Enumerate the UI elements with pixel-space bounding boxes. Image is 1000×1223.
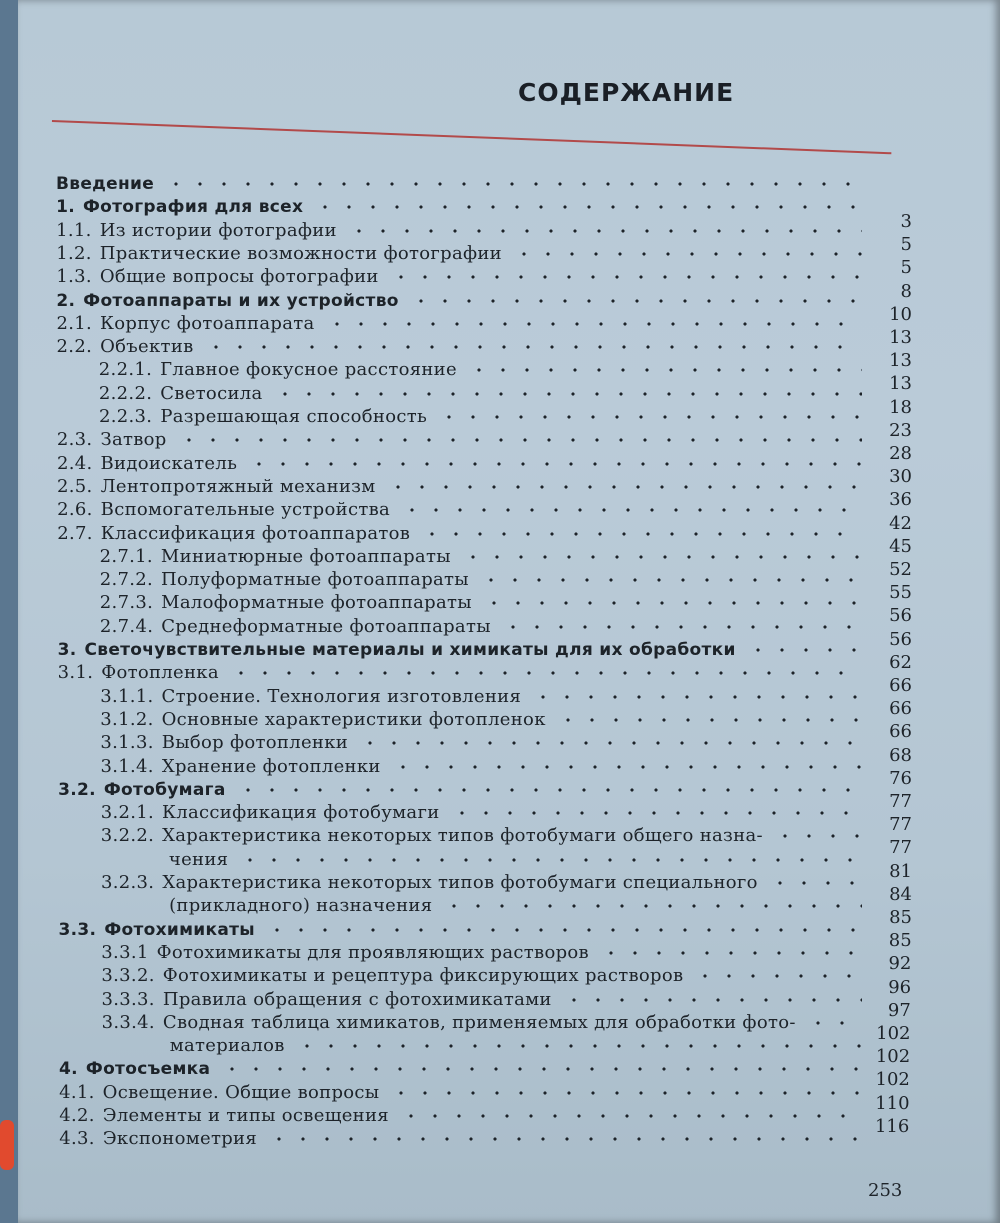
dot-leader [391,765,862,769]
dot-leader [420,532,862,536]
toc-page-number: 55 [889,582,912,604]
toc-entry [56,312,314,336]
toc-entry-number: 2.2. [56,336,93,358]
toc-page-number: 85 [889,907,912,928]
dot-leader [358,741,862,745]
toc-entry-title: Из истории фотографии [99,219,337,241]
toc-page-number: 77 [889,814,912,836]
toc-entry-number: 1. [56,197,75,218]
toc-page-number: 8 [900,280,912,302]
toc-page-number: 13 [889,327,912,348]
dot-leader [204,345,862,349]
dot-leader [746,648,862,652]
dot-leader [389,1091,862,1095]
toc-entry-title: Выбор фотопленки [161,732,349,754]
dot-leader [531,695,862,699]
toc-entry-title: Хранение фотопленки [161,755,381,777]
toc-entry [99,382,263,406]
dot-leader [164,182,862,186]
toc-entry-number: 2.7. [57,522,93,544]
toc-entry-title: Малоформатные фотоаппараты [161,592,472,614]
toc-entry [100,731,348,755]
page-title: СОДЕРЖАНИЕ [518,78,735,107]
toc-entry-number: 3.2.1. [100,802,155,824]
page-number: 253 [868,1180,903,1201]
dot-leader [806,1021,862,1025]
toc-page-number: 5 [900,257,912,279]
toc-entry [57,428,167,452]
toc-entry-title: Классификация фотобумаги [162,802,440,824]
toc-page-number: 18 [889,396,912,418]
dot-leader [479,578,862,582]
toc-entry [59,1057,210,1081]
toc-page-number: 76 [889,767,912,789]
toc-entry [101,824,763,848]
toc-entry-number: 3.3.3. [101,988,155,1010]
dot-leader [693,974,862,978]
dot-leader [461,555,862,559]
dot-leader [229,671,862,675]
toc-entry-number: 2.3. [56,429,93,451]
toc-entry-number: 2.7.1. [99,545,153,567]
toc-entry-number: 2.2.3. [99,406,153,427]
toc-entry [57,475,376,499]
toc-entry-title: Миниатюрные фотоаппараты [160,545,451,567]
toc-page-number: 52 [889,559,912,580]
toc-entry [58,661,219,685]
toc-entry-title: Полуформатные фотоаппараты [161,569,469,591]
toc-entry-title: Фотохимикаты [104,919,255,940]
dot-leader [325,322,862,326]
dot-leader [599,951,862,955]
dot-leader [238,858,862,862]
toc-entry-title: Элементы и типы освещения [102,1105,389,1126]
toc-entry-title: Основные характеристики фотопленок [161,708,546,730]
toc-entry [56,195,303,219]
toc-entry-title: Практические возможности фотографии [99,242,502,264]
toc-entry [99,405,427,429]
toc-entry-number: 2.1. [56,312,93,334]
toc-entry-number: 2.6. [57,499,93,521]
toc-entry-number: 3.2.2. [100,825,155,847]
toc-page-number: 81 [889,860,912,882]
toc-entry [100,568,469,592]
toc-entry [102,1011,796,1035]
toc-entry-title: Лентопротяжный механизм [100,475,376,497]
toc-entry-title: Объектив [100,336,194,358]
toc-entry-title: Общие вопросы фотографии [99,266,379,288]
toc-entry-number: 3. [57,640,77,660]
toc-page-number: 13 [889,373,912,395]
dot-leader [267,1137,862,1141]
toc-page-number: 56 [889,605,912,627]
toc-entry [101,964,683,988]
toc-entry [56,242,502,266]
toc-entry [56,219,337,243]
toc-page-number: 97 [887,999,911,1021]
toc-entry [100,591,472,615]
toc-page-number: 77 [889,837,912,859]
toc-entry [100,545,451,569]
dot-leader [247,462,862,466]
toc-entry-number: 4.2. [59,1105,95,1126]
toc-entry-title: Затвор [100,429,167,451]
dot-leader [313,205,862,209]
toc-entry-title: Фотопленка [101,662,219,684]
toc-entry-number: 2.2.1. [98,359,153,381]
dot-leader [400,508,862,512]
toc-page-number: 66 [889,675,912,696]
dot-leader [177,438,862,442]
dot-leader [442,904,862,908]
toc-entry-number: 1.2. [56,242,92,264]
toc-entry [58,778,226,802]
toc-entry [56,265,378,289]
toc-entry-number: 3.3. [58,919,97,940]
toc-page-number: 5 [900,234,912,256]
dot-leader [768,881,862,885]
toc-entry-title: Главное фокусное расстояние [160,359,457,381]
toc-entry-number: 4.3. [59,1128,95,1150]
toc-page-number: 84 [889,883,912,905]
toc-entry-title: Светочувствительные материалы и химикаты для их обработки [84,640,736,660]
toc-entry-title: Правила обращения с фотохимикатами [162,988,552,1010]
toc-entry-number: 2.2.2. [98,382,153,404]
toc-entry-number: 3.1.2. [100,708,154,730]
toc-entry [57,498,390,522]
toc-entry [99,358,457,382]
dot-leader [295,1044,862,1048]
toc-entry [58,638,736,662]
toc-entry-title: Разрешающая способность [160,406,428,427]
toc-entry-number: 3.1.4. [100,755,154,777]
dot-leader [437,415,862,419]
toc-entry-number: 3.2.3. [101,872,155,893]
toc-entry-title: Вспомогательные устройства [100,499,391,521]
toc-entry-title: Классификация фотоаппаратов [100,522,411,544]
toc-entry-number: 1.3. [56,266,92,288]
toc-entry-number: 3.2. [58,779,96,800]
toc-entry-title: материалов [169,1035,285,1057]
toc-page-number: 66 [889,698,912,720]
toc-entry-number: 3.1.1. [100,685,154,707]
toc-entry-title: чения [168,848,229,870]
toc-page-number: 3 [900,211,912,232]
dot-leader [556,718,862,722]
toc-page-number: 62 [889,651,912,673]
toc-entry-number: 2.5. [57,475,93,497]
toc-entry-number: 3.3.1 [101,941,149,963]
toc-page-number: 13 [889,350,912,372]
toc-page-number: 36 [889,489,912,511]
dot-leader [273,392,862,396]
dot-leader [236,788,862,792]
toc-page-number: 42 [889,512,912,534]
toc-entry-title: Характеристика некоторых типов фотобумаги специального [162,872,758,893]
toc-page-number: 56 [889,628,912,650]
toc-entry-number: 3.3.4. [101,1011,155,1033]
toc-page-number: 10 [889,303,912,325]
toc-page-number: 92 [888,953,912,975]
toc-entry-number: 4. [59,1059,78,1080]
toc-page-number: 66 [889,721,912,743]
dot-leader [512,252,862,256]
toc-entry [59,1081,379,1105]
toc-entry-number: 4.1. [59,1081,95,1103]
dot-leader [386,485,862,489]
toc-entry-number: 2. [56,290,76,311]
toc-entry-title: (прикладного) назначения [169,895,433,917]
toc-page-number: 28 [889,443,912,464]
dot-leader [450,811,862,815]
toc-entry-title: Светосила [160,382,263,404]
toc-entry-number: 2.7.3. [99,592,154,614]
toc-entry [101,755,381,779]
dot-leader [482,601,862,605]
toc-entry-title: Фотохимикаты для проявляющих растворов [156,941,589,963]
dot-leader [220,1067,862,1071]
toc-entry-title: Экспонометрия [102,1128,257,1150]
toc-page-number: 30 [889,466,912,488]
dot-leader [409,299,862,303]
toc-entry-title: Строение. Технология изготовления [161,685,522,707]
toc-entry-number: 2.7.2. [99,569,154,591]
toc-page-number: 96 [888,976,912,998]
toc-entry [102,1034,285,1058]
dot-leader [265,928,862,932]
toc-page-number: 77 [889,791,912,812]
toc-entry-title: Видоискатель [100,452,238,474]
toc-entry-title: Фотоаппараты и их устройство [83,290,399,311]
toc-entry [57,335,194,359]
toc-entry [100,685,521,709]
dot-leader [501,625,862,629]
toc-page-number: 68 [889,744,912,766]
toc-page-number: 110 [875,1092,910,1114]
toc-entry [56,289,398,313]
dot-leader [399,1114,862,1118]
toc-page-number: 85 [888,930,912,952]
dot-leader [562,998,862,1002]
toc-entry-title: Характеристика некоторых типов фотобумаги общего назна- [162,825,763,847]
toc-entry-number: 3.1.3. [100,732,154,754]
toc-entry [101,801,440,825]
toc-page-number: 102 [875,1069,910,1091]
dot-leader [347,229,862,233]
toc-page-number: 45 [889,535,912,557]
toc-entry-title: Фотосъемка [85,1059,211,1080]
toc-entry [101,941,589,965]
toc-entry [100,615,491,639]
toc-entry [56,172,154,196]
toc-entry [101,894,432,918]
toc-page-number: 116 [874,1115,910,1137]
toc-entry [59,918,255,942]
toc-entry-title: Среднеформатные фотоаппараты [161,615,491,637]
dot-leader [389,275,862,279]
toc-entry-number: 3.3.2. [101,965,155,987]
toc-entry-title: Сводная таблица химикатов, применяемых для обработки фото- [162,1011,796,1033]
toc-entry-number: 2.7.4. [99,615,154,637]
toc-entry [102,988,552,1012]
dot-leader [467,368,862,372]
toc-entry [101,848,228,872]
toc-entry-number: 1.1. [56,219,92,241]
toc-page-number: 23 [889,419,912,441]
toc-page-number: 102 [876,1023,911,1044]
toc-entry [101,871,758,895]
toc-entry-title: Фотография для всех [82,197,304,218]
toc-entry [100,708,545,732]
toc-entry-number: 3.1. [57,662,94,684]
toc-page-number: 102 [875,1046,911,1068]
toc-entry [59,1104,389,1128]
toc-entry [57,452,237,476]
dot-leader [773,834,862,838]
toc-entry [57,522,410,546]
toc-entry-title: Фотобумага [103,779,226,800]
toc-entry-title: Корпус фотоаппарата [100,312,315,334]
toc-entry-title: Введение [56,174,155,194]
toc-entry-number: 2.4. [56,452,93,474]
toc-entry-title: Освещение. Общие вопросы [102,1081,380,1103]
toc-entry [59,1127,257,1151]
toc-entry-title: Фотохимикаты и рецептура фиксирующих растворов [162,965,684,987]
